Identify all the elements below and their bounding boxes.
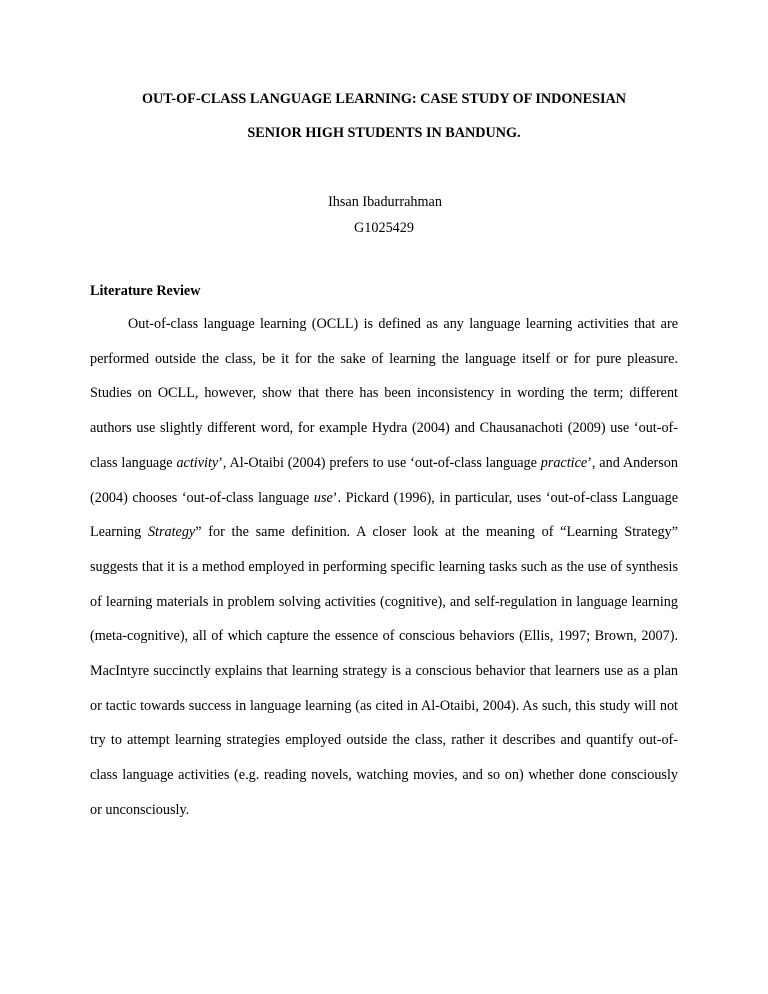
paragraph-emphasis-activity: activity xyxy=(176,454,219,471)
paragraph-text-5: ” for the same definition. A closer look at the meaning of “Learning Strategy” suggests that it is a method employed in performing specific learning tasks such as the use of synthesis of learning materials in problem solving activities (cognitive), and self-regulation in language learning (meta-cognitive), all of which capture the essence of conscious behaviors (Ellis, 1997; Brown, 2007). MacIntyre succinctly explains that learning strategy is a conscious behavior that learners use as a plan or tactic towards success in language learning (as cited in Al-Otaibi, 2004). As such, this study will not try to attempt learning strategies employed outside the class, rather it describes and quantify out-of-class language activities (e.g. reading novels, watching movies, and so on) whether done consciously or unconsciously. xyxy=(90,524,678,818)
author-name: Ihsan Ibadurrahman xyxy=(328,194,442,210)
student-id: G1025429 xyxy=(354,220,414,236)
paragraph-text-3: ’, and Anderson (2004) chooses ‘out-of-class language xyxy=(90,454,678,506)
paragraph-emphasis-practice: practice xyxy=(540,454,588,471)
title-line-2: SENIOR HIGH STUDENTS IN BANDUNG. xyxy=(247,125,521,141)
title-line-1: OUT-OF-CLASS LANGUAGE LEARNING: CASE STUDY OF INDONESIAN xyxy=(141,91,627,107)
paragraph-emphasis-use: use xyxy=(313,489,333,506)
paragraph-text-2: ’, Al-Otaibi (2004) prefers to use ‘out-of-class language xyxy=(218,454,541,471)
paragraph-emphasis-strategy: Strategy xyxy=(147,524,196,541)
section-heading: Literature Review xyxy=(90,283,201,299)
paragraph-text-1: Out-of-class language learning (OCLL) is defined as any language learning activities that are performed outside the class, be it for the sake of learning the language itself or for pure pleasure. Studies on OCLL, however, show that there has been inconsistency in wording the term; different authors use slightly different word, for example Hydra (2004) and Chausanachoti (2009) use ‘out-of-class language xyxy=(90,316,678,471)
body-paragraph xyxy=(90,307,678,828)
paragraph-text-4: ’. Pickard (1996), in particular, uses ‘out-of-class Language Learning xyxy=(90,489,678,541)
